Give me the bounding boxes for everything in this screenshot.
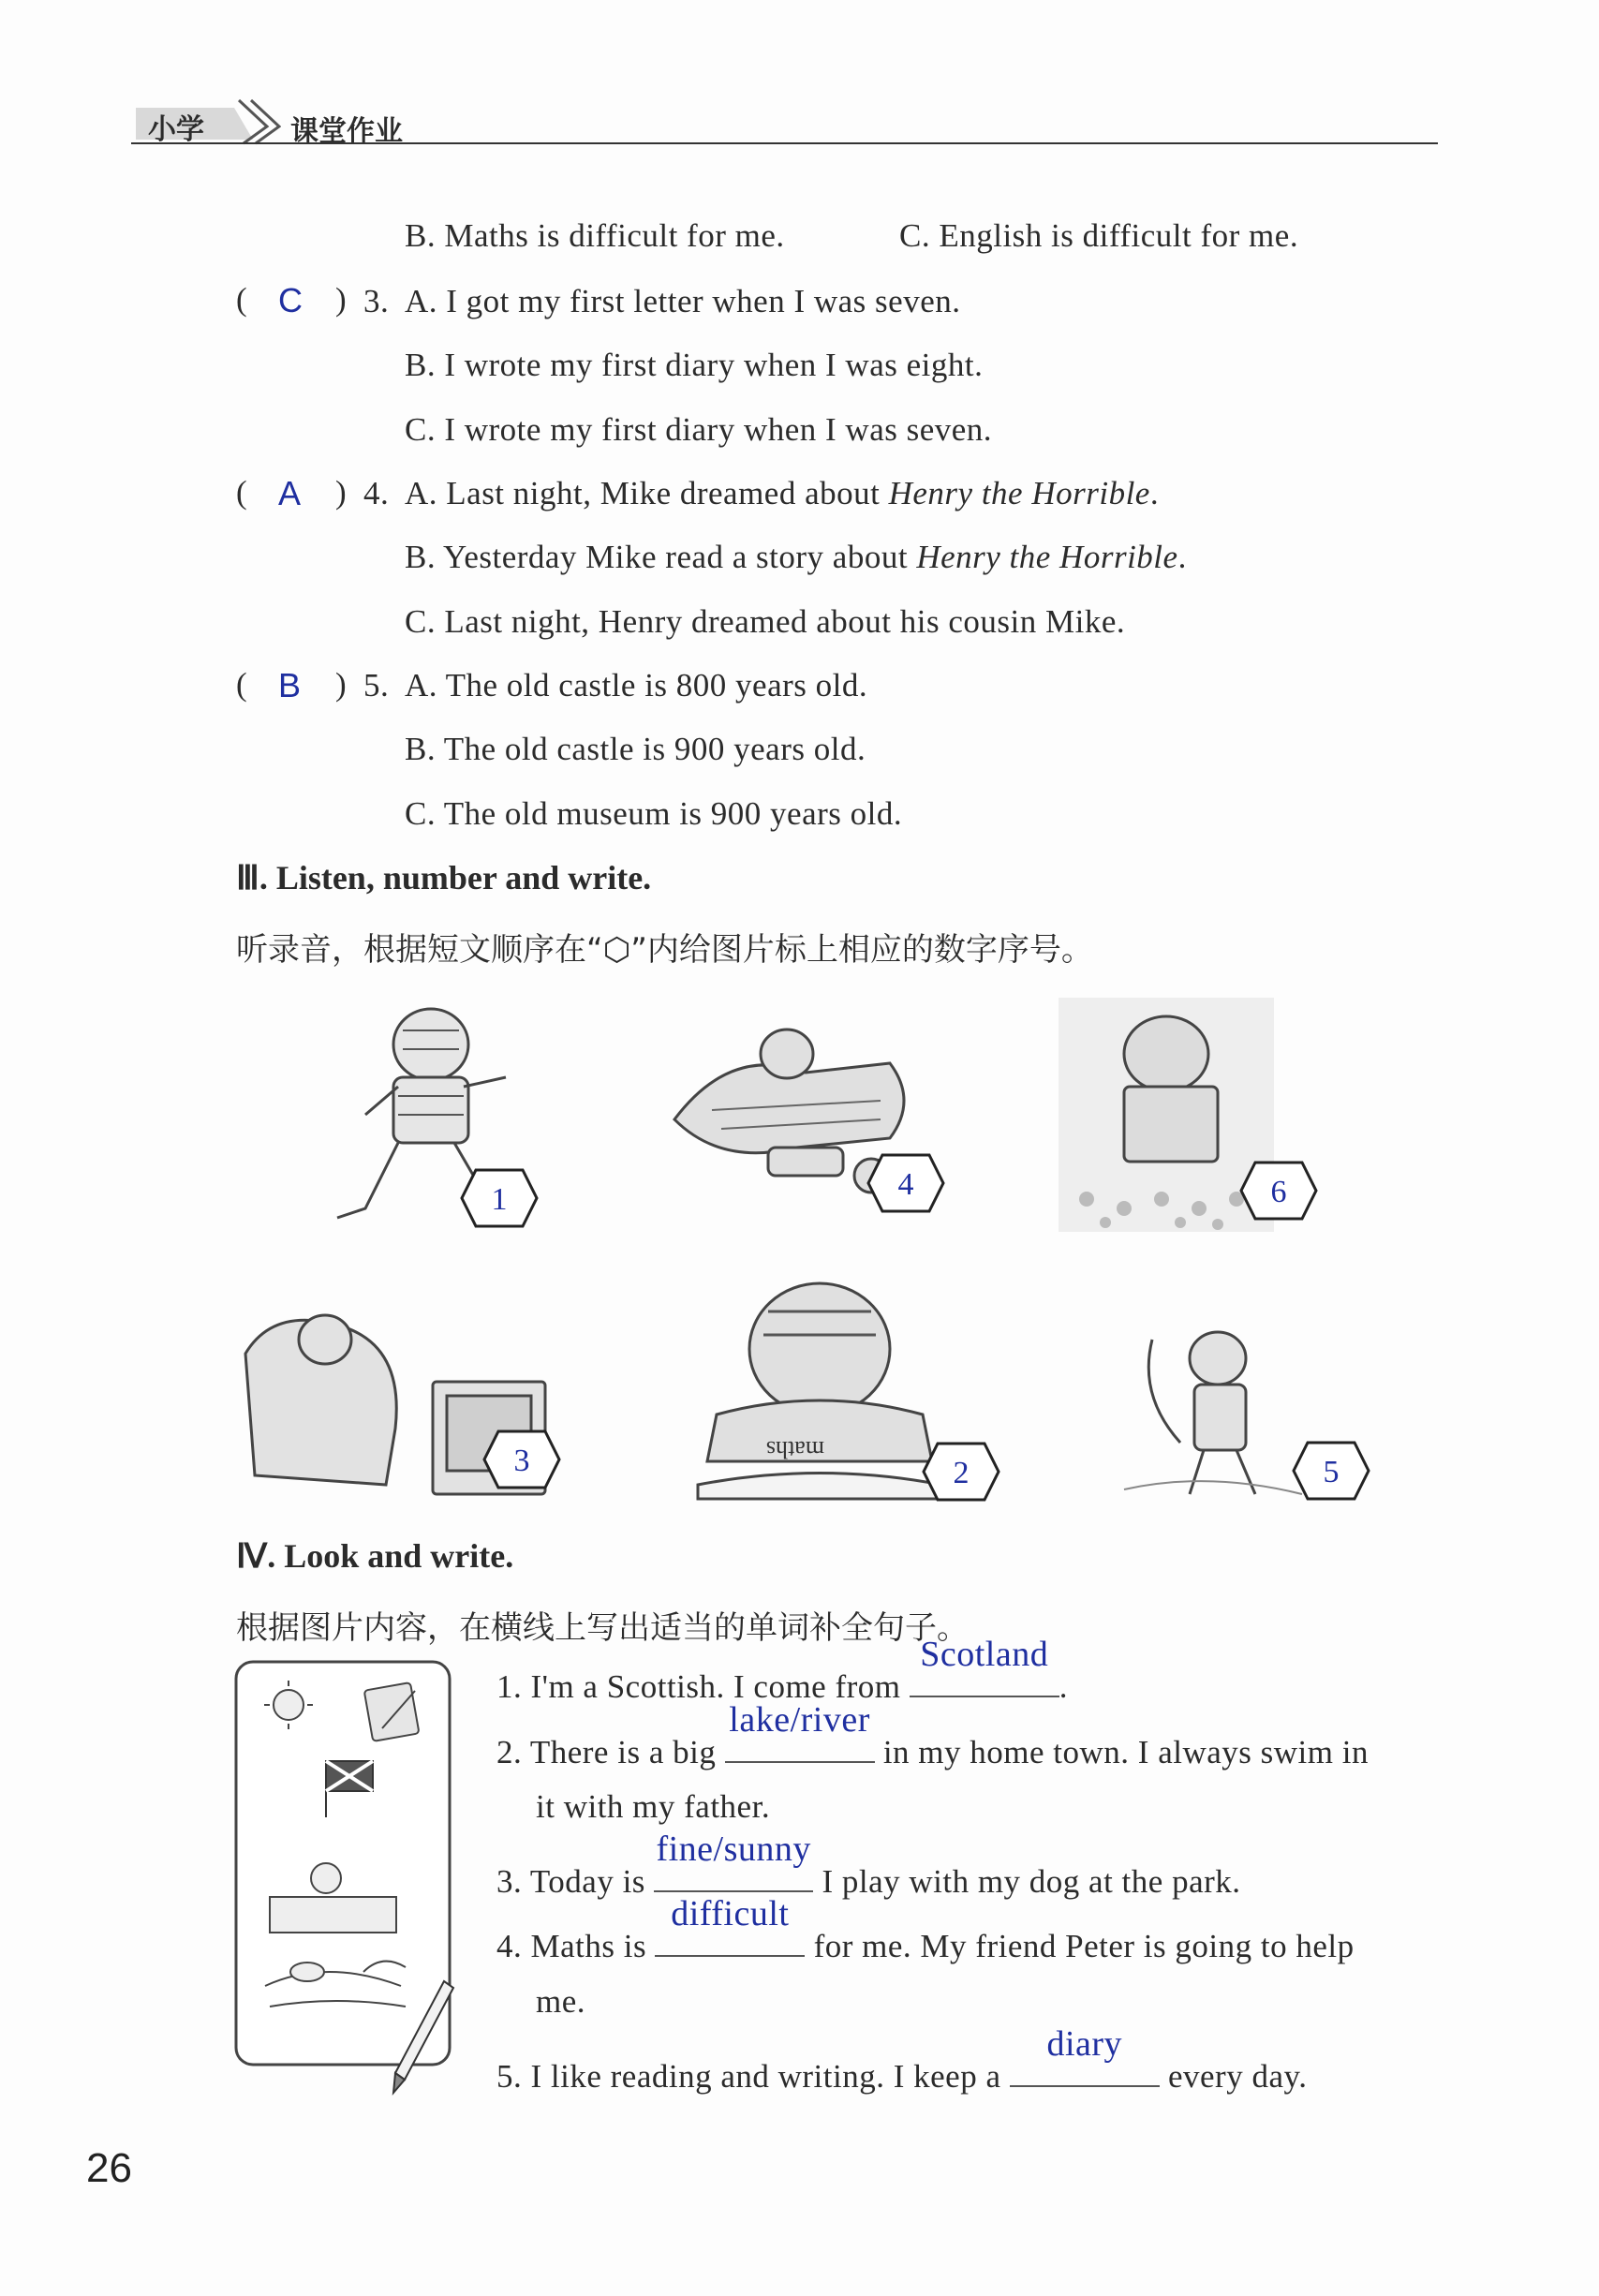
q3-number: 3.	[363, 283, 390, 319]
maths-book-label: maths	[765, 1436, 824, 1463]
q4-option-c: C. Last night, Henry dreamed about his cousin Mike.	[405, 603, 1126, 640]
s4-item-2: 2. There is a big lake/river in my home town. I always swim in	[496, 1700, 1369, 1770]
q5-number: 5.	[363, 667, 390, 704]
q4-answer: A	[278, 474, 302, 512]
section4-instruction: 根据图片内容，在横线上写出适当的单词补全句子。	[236, 1609, 969, 1647]
s4-item-2-line2: it with my father.	[536, 1788, 771, 1825]
header-level: 小学	[148, 113, 204, 146]
picture-3-number: 6	[1270, 1175, 1287, 1209]
pencil-icon	[386, 1977, 461, 2098]
notebook-pen-icon	[364, 1682, 420, 1741]
picture-4-number: 3	[513, 1444, 530, 1478]
header-rule	[131, 142, 1438, 144]
s4-item-4: 4. Maths is difficult for me. My friend Peter is going to help	[496, 1894, 1355, 1964]
s4-item-4-line2: me.	[536, 1983, 586, 2020]
hexagon-label-1	[459, 1167, 540, 1229]
s4-item-5: 5. I like reading and writing. I keep a diary every day.	[496, 2024, 1308, 2095]
picture-1-number: 1	[491, 1182, 508, 1217]
section4-title: Ⅳ. Look and write.	[236, 1537, 514, 1575]
tiger-doing-maths-icon	[679, 1274, 960, 1504]
q3-answer-paren-close: )	[335, 281, 347, 318]
q4-number: 4.	[363, 475, 390, 511]
header-series: 课堂作业	[290, 115, 403, 148]
q5-answer-paren: (	[236, 666, 247, 703]
s4-blank-2[interactable]: lake/river	[725, 1724, 875, 1763]
q3-option-a: A. I got my first letter when I was seven.	[405, 283, 961, 319]
page-header	[131, 98, 1438, 148]
hexagon-label-6	[1238, 1160, 1319, 1222]
hexagon-label-4	[866, 1152, 946, 1214]
s4-blank-5[interactable]: diary	[1010, 2048, 1160, 2087]
q5-option-b: B. The old castle is 900 years old.	[405, 731, 866, 767]
hexagon-label-3	[481, 1429, 562, 1490]
q5-answer: B	[278, 666, 302, 704]
q4-option-a: A. Last night, Mike dreamed about Henry the Horrible.	[405, 475, 1160, 511]
picture-2-number: 4	[897, 1167, 914, 1202]
q3-option-c: C. I wrote my first diary when I was seven.	[405, 411, 993, 448]
s4-item-1: 1. I'm a Scottish. I come from Scotland .	[496, 1635, 1068, 1705]
q3-option-b: B. I wrote my first diary when I was eight.	[405, 347, 984, 383]
q4-option-b: B. Yesterday Mike read a story about Henry the Horrible.	[405, 539, 1187, 575]
tiger-snorkeling-icon	[1115, 1321, 1311, 1508]
q5-answer-paren-close: )	[335, 666, 347, 703]
picture-6-number: 5	[1323, 1455, 1340, 1489]
s4-blank-4[interactable]: difficult	[655, 1918, 805, 1957]
s4-blank-3[interactable]: fine/sunny	[654, 1853, 813, 1892]
q5-option-c: C. The old museum is 900 years old.	[405, 795, 903, 832]
section3-title: Ⅲ. Listen, number and write.	[236, 859, 652, 896]
q2-option-b: B. Maths is difficult for me.	[405, 217, 785, 254]
q4-answer-paren: (	[236, 474, 247, 511]
q5-option-a: A. The old castle is 800 years old.	[405, 667, 868, 704]
q4-answer-paren-close: )	[335, 474, 347, 511]
page-number: 26	[86, 2145, 132, 2191]
q2-option-c: C. English is difficult for me.	[899, 217, 1299, 254]
q3-answer-paren: (	[236, 281, 247, 318]
section3-instruction: 听录音，根据短文顺序在“⬡”内给图片标上相应的数字序号。	[236, 931, 1093, 969]
q3-answer: C	[278, 281, 303, 319]
picture-5-number: 2	[953, 1456, 970, 1490]
s4-item-3: 3. Today is fine/sunny I play with my dog at the park.	[496, 1829, 1241, 1900]
hexagon-label-2	[921, 1441, 1001, 1503]
s4-blank-1[interactable]: Scotland	[910, 1658, 1059, 1697]
hexagon-label-5	[1291, 1440, 1371, 1502]
